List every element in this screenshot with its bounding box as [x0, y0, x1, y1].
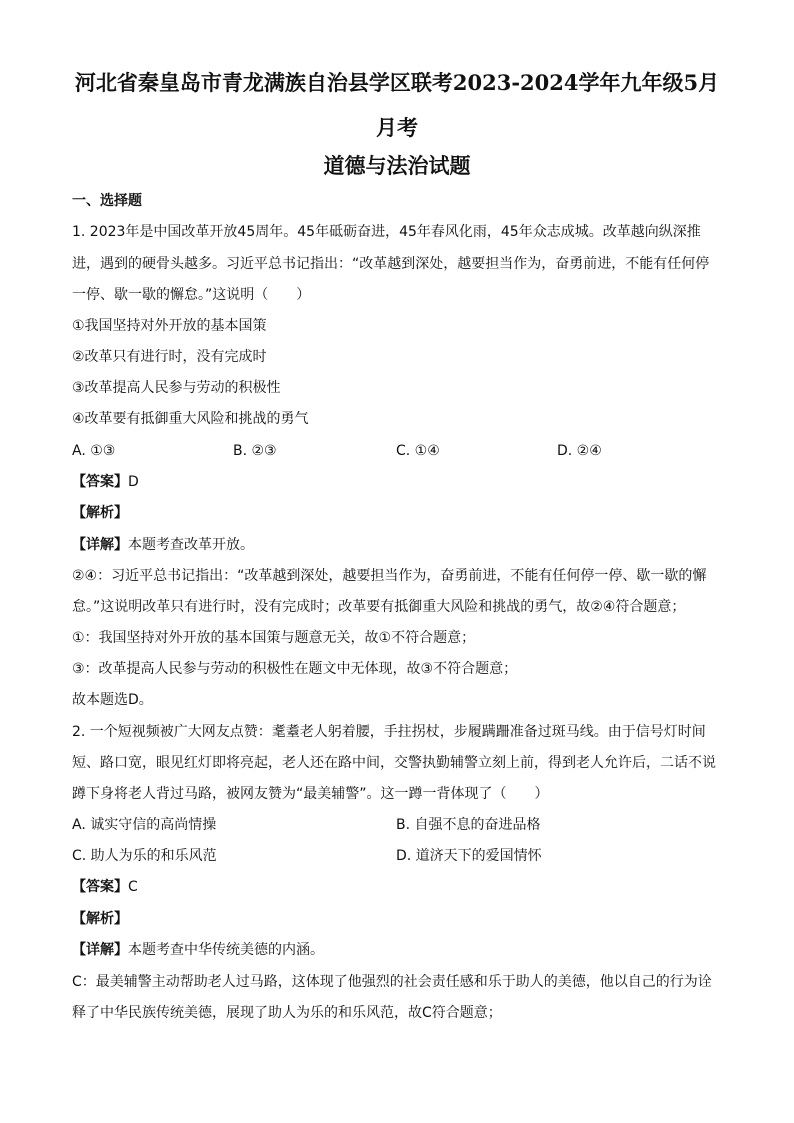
q2-option-c: C. 助人为乐的和乐风范 — [72, 848, 217, 864]
q2-option-d: D. 道济天下的爱国情怀 — [396, 848, 542, 864]
q1-explanation-line1: ②④：习近平总书记指出：“改革越到深处，越要担当作为，奋勇前进，不能有任何停一停、歇一歇的懈 — [72, 568, 707, 584]
q1-detail-row — [72, 535, 722, 555]
q2-stem-line1: 2. 一个短视频被广大网友点赞：耄耋老人躬着腰，手拄拐杖，步履蹒跚准备过斑马线。由于信号灯时间 — [72, 724, 706, 740]
q1-answer-row — [72, 472, 722, 492]
q1-item3: ③改革提高人民参与劳动的积极性 — [72, 380, 281, 396]
q1-option-c: C. ①④ — [396, 443, 440, 459]
q1-option-d: D. ②④ — [557, 443, 602, 459]
q2-detail-row — [72, 940, 722, 960]
q2-analysis-tag: 【解析】 — [72, 911, 128, 927]
document-subtitle: 道德与法治试题 — [323, 153, 471, 178]
q1-item1: ①我国坚持对外开放的基本国策 — [72, 318, 267, 334]
q1-explanation-line2: 怠。”这说明改革只有进行时，没有完成时；改革要有抵御重大风险和挑战的勇气，故②④符合题意； — [72, 599, 686, 615]
document-title-line2: 月考 — [376, 115, 418, 140]
q2-option-a: A. 诚实守信的高尚情操 — [72, 817, 217, 833]
q1-explanation-line5: 故本题选D。 — [72, 692, 153, 708]
q2-detail: 本题考查中华传统美德的内涵。 — [128, 942, 324, 958]
detail-tag: 【详解】 — [72, 942, 128, 958]
q1-analysis-tag: 【解析】 — [72, 505, 128, 521]
answer-tag: 【答案】 — [72, 474, 128, 490]
q1-explanation-line4: ③：改革提高人民参与劳动的积极性在题文中无体现，故③不符合题意； — [72, 661, 518, 677]
q2-answer: C — [128, 879, 138, 895]
q1-item2: ②改革只有进行时，没有完成时 — [72, 349, 267, 365]
q1-explanation-line3: ①：我国坚持对外开放的基本国策与题意无关，故①不符合题意； — [72, 630, 476, 646]
answer-tag: 【答案】 — [72, 879, 128, 895]
q1-answer: D — [128, 474, 139, 490]
q1-option-b: B. ②③ — [233, 443, 277, 459]
detail-tag: 【详解】 — [72, 537, 128, 553]
q2-answer-row — [72, 877, 722, 897]
q2-explanation-line2: 释了中华民族传统美德，展现了助人为乐的和乐风范，故C符合题意； — [72, 1005, 502, 1021]
q2-stem-line2: 短、路口宽，眼见红灯即将亮起，老人还在路中间，交警执勤辅警立刻上前，得到老人允许后，二话不说 — [72, 755, 716, 771]
q2-option-b: B. 自强不息的奋进品格 — [396, 817, 541, 833]
q1-stem-line1: 1. 2023年是中国改革开放45周年。45年砥砺奋进，45年春风化雨，45年众志成城。改革越向纵深推 — [72, 224, 701, 240]
q1-detail: 本题考查改革开放。 — [128, 537, 254, 553]
q1-stem-line2: 进，遇到的硬骨头越多。习近平总书记指出：“改革越到深处，越要担当作为，奋勇前进，不能有任何停 — [72, 256, 710, 272]
document-title-line1: 河北省秦皇岛市青龙满族自治县学区联考2023-2024学年九年级5月 — [74, 70, 720, 95]
q1-item4: ④改革要有抵御重大风险和挑战的勇气 — [72, 411, 309, 427]
q2-stem-line3: 蹲下身将老人背过马路，被网友赞为“最美辅警”。这一蹲一背体现了（ ） — [72, 786, 549, 802]
section-heading: 一、选择题 — [72, 193, 142, 209]
q1-option-a: A. ①③ — [72, 443, 116, 459]
q1-stem-line3: 一停、歇一歇的懈怠。”这说明（ ） — [72, 287, 311, 303]
q2-explanation-line1: C：最美辅警主动帮助老人过马路，这体现了他强烈的社会责任感和乐于助人的美德，他以自己的行为诠 — [72, 974, 712, 990]
